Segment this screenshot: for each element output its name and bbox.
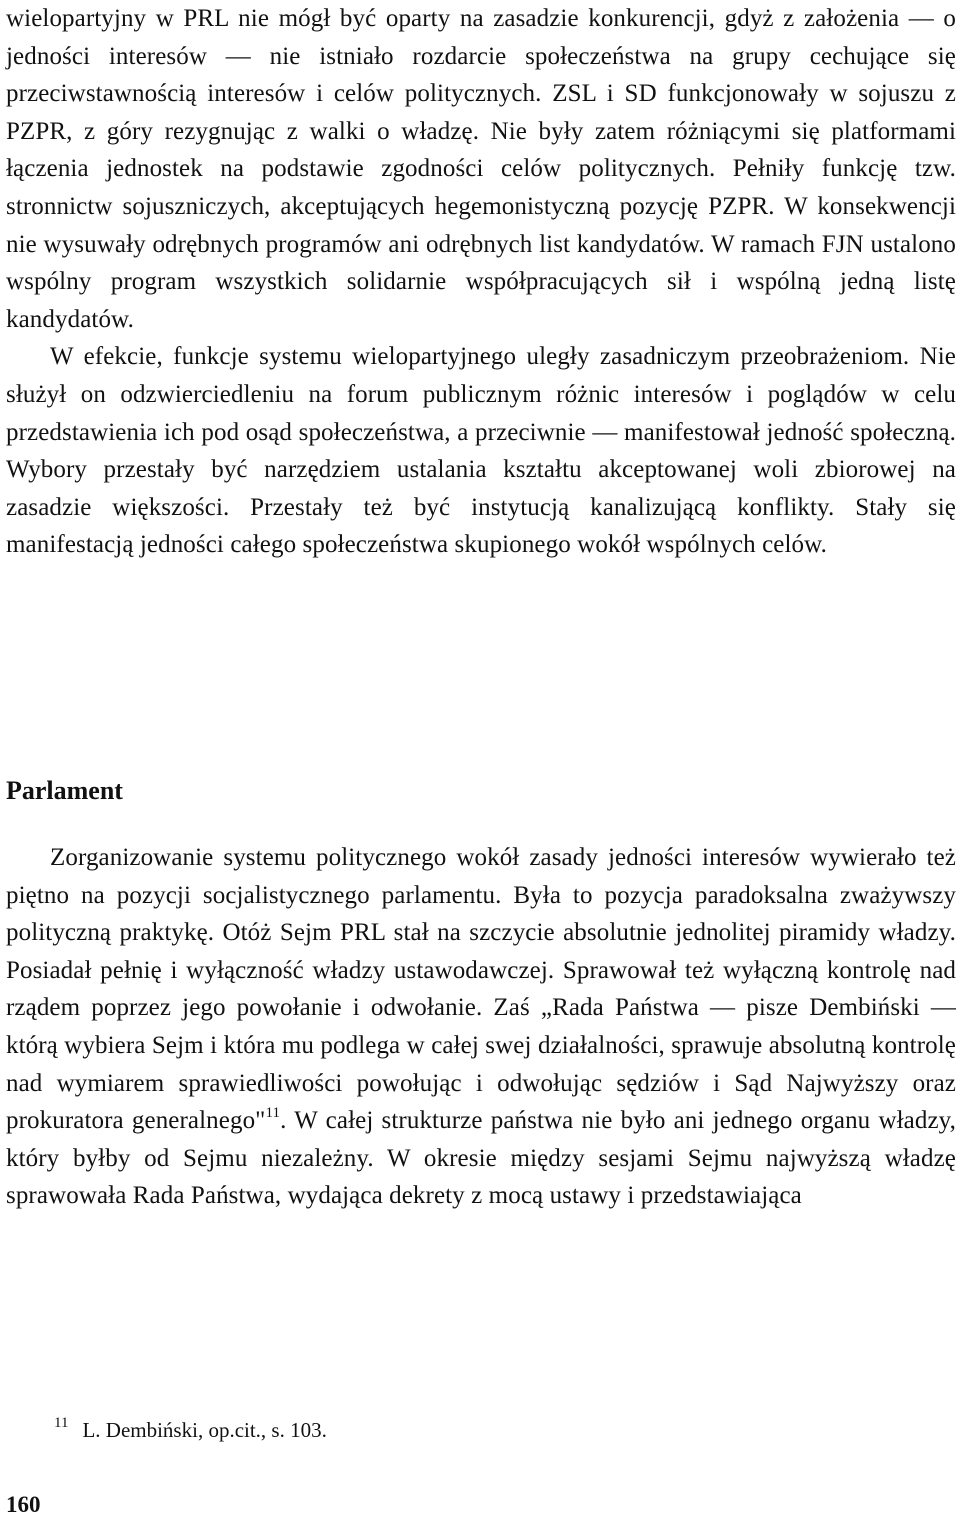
footnote [54,1415,327,1443]
body-paragraph-2: W efekcie, funkcje systemu wielopartyjnego uległy zasadniczym przeobrażeniom. Nie służył on odzwierciedleniu na forum publicznym różnic interesów i poglądów w celu przedstawienia ich pod osąd społeczeństwa, a przeciwnie — manifestował jedność społeczną. Wybory przestały być narzędziem ustalania kształtu akceptowanej woli zbiorowej na zasadzie większości. Przestały też być instytucją kanalizującą konflikty. Stały się manifestacją jedności całego społeczeństwa skupionego wokół wspólnych celów. [6,343,956,559]
body-paragraph-1: wielopartyjny w PRL nie mógł być oparty na zasadzie konkurencji, gdyż z założenia — o jedności interesów — nie istniało rozdarcie społeczeństwa na grupy cechujące się przeciwstawnością interesów i celów politycznych. ZSL i SD funkcjonowały w sojuszu z PZPR, z góry rezygnując z walki o władzę. Nie były zatem różniącymi się platformami łączenia jednostek na podstawie zgodności celów politycznych. Pełniły funkcję tzw. stronnictw sojuszniczych, akceptujących hegemonistyczną pozycję PZPR. W konsekwencji nie wysuwały odrębnych programów ani odrębnych list kandydatów. W ramach FJN ustalono wspólny program wszystkich solidarnie współpracujących sił i wspólną jedną listę kandydatów. [6,5,956,333]
body-paragraph-3 [6,839,956,1215]
footnote-number: 11 [54,1415,69,1431]
paragraph-tail: . W całej strukturze państwa nie było ani jednego organu władzy, który byłby od Sejmu niezależny. W okresie między sesjami Sejmu najwyższą władzę sprawowała Rada Państwa, wydająca dekrety z mocą ustawy i przedstawiająca [6,1107,956,1210]
section-heading: Parlament [6,776,123,805]
intro-section [6,0,956,564]
paragraph-text: Zorganizowanie systemu politycznego wokół zasady jedności interesów wywierało też piętno na pozycji socjalistycznego parlamentu. Była to pozycja paradoksalna zważywszy polityczną praktykę. Otóż Sejm PRL stał na szczycie absolutnie jednolitej piramidy władzy. Posiadał pełnię i wyłączność władzy ustawodawczej. Sprawował też wyłączną kontrolę nad rządem poprzez jego powołanie i odwołanie. Zaś „Rada Państwa — pisze Dembiński — którą wybiera Sejm i która mu podlega w całej swej działalności, sprawuje absolutną kontrolę nad wymiarem sprawiedliwości powołując i odwołując sędziów i Sąd Najwyższy oraz prokuratora generalnego" [6,844,956,1135]
page-number: 160 [6,1492,41,1517]
footnote-reference[interactable]: 11 [265,1105,281,1122]
footnote-text: L. Dembiński, op.cit., s. 103. [82,1418,327,1442]
parlament-section [6,839,956,1215]
